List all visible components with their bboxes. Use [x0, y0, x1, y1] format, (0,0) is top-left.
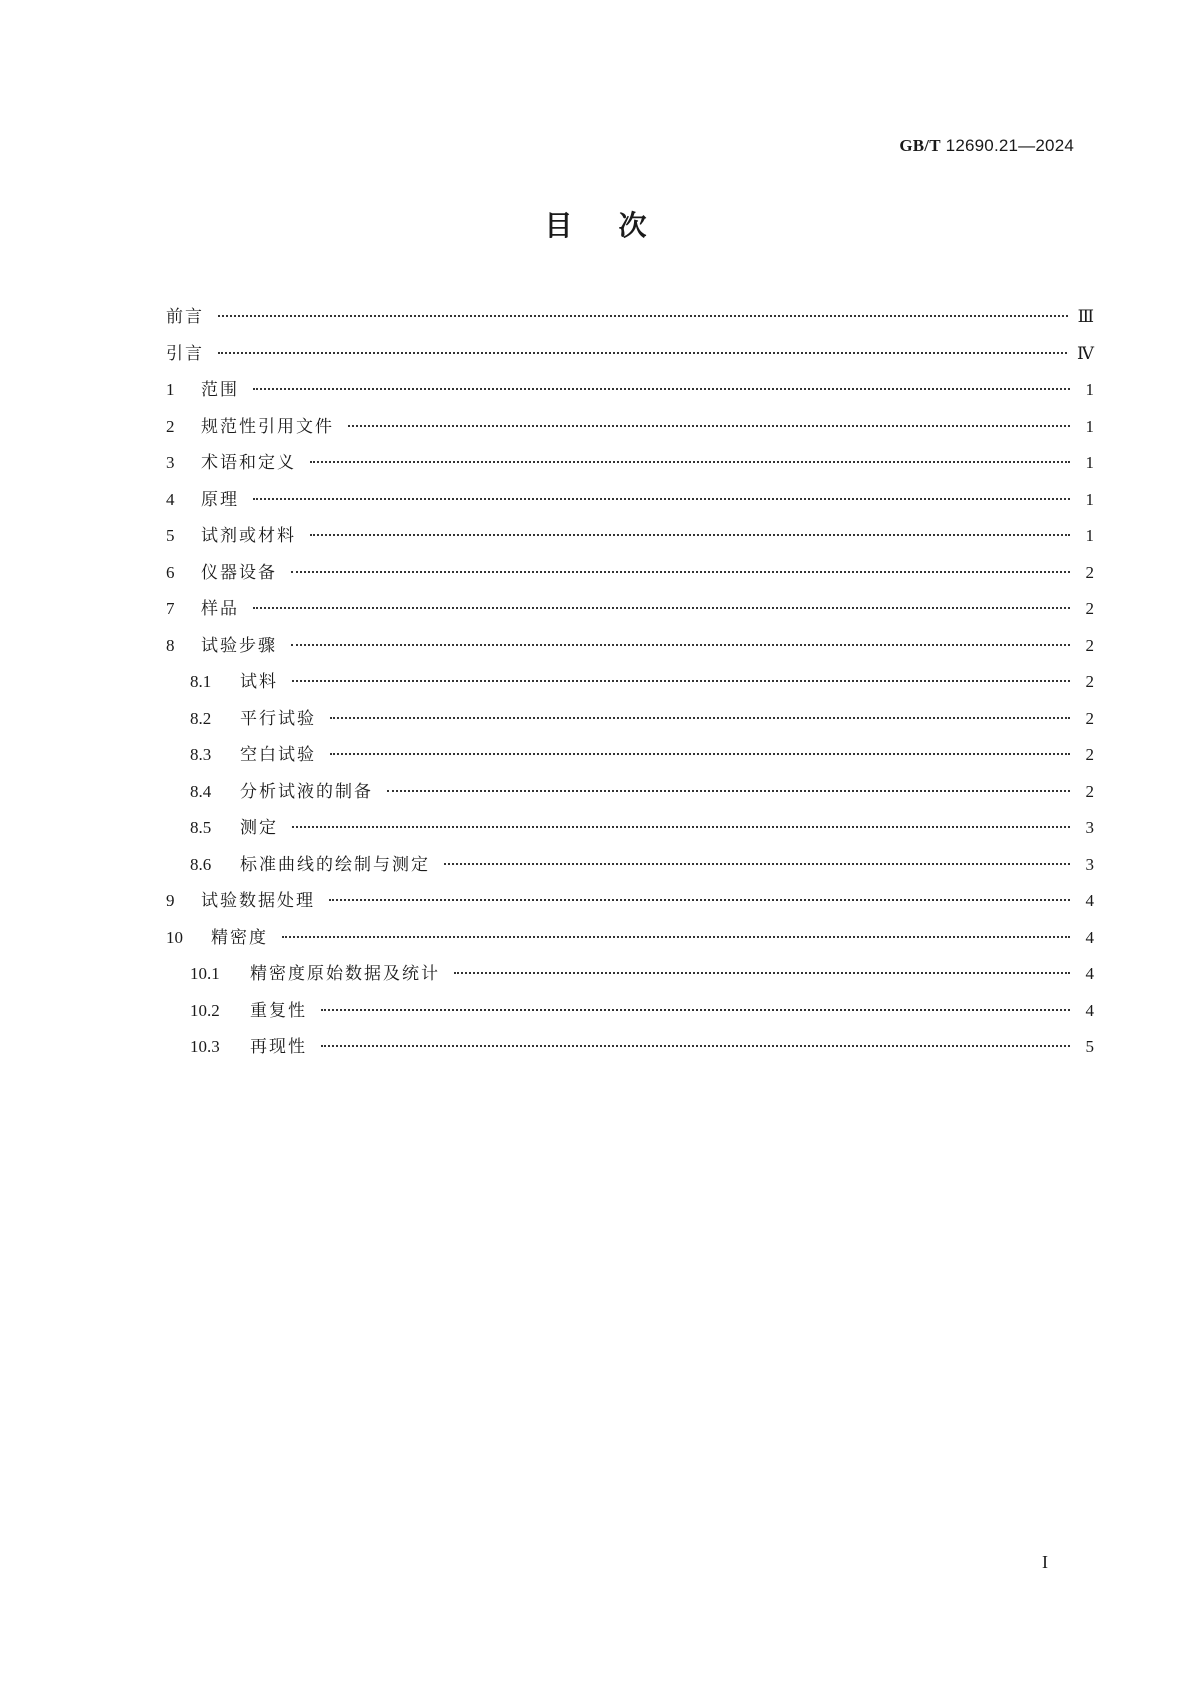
page-title: 目次: [544, 209, 693, 242]
toc-entry-number: 5: [166, 526, 175, 545]
toc-dot-leader: [292, 826, 1070, 828]
toc-entry-page: 1: [1085, 526, 1094, 545]
toc-entry[interactable]: [166, 485, 1094, 522]
toc-entry-number: 10.1: [190, 964, 220, 983]
toc-entry-number: 3: [166, 453, 175, 472]
toc-entry-page: 4: [1085, 1000, 1094, 1020]
toc-dot-leader: [253, 607, 1070, 609]
toc-entry-page: 2: [1085, 745, 1094, 764]
toc-dot-leader: [387, 790, 1070, 792]
toc-entry-page: 2: [1085, 672, 1094, 691]
toc-entry-label: 空白试验: [240, 745, 316, 765]
toc-entry-label: 样品: [201, 599, 239, 619]
toc-entry[interactable]: [166, 667, 1094, 704]
toc-entry[interactable]: [166, 521, 1094, 558]
toc-dot-leader: [444, 863, 1070, 865]
toc-entry[interactable]: [166, 777, 1094, 814]
toc-entry-page: 2: [1085, 708, 1094, 728]
toc-entry-page: 1: [1085, 416, 1094, 436]
toc-entry[interactable]: [166, 1032, 1094, 1069]
toc-entry-number: 10.3: [190, 1037, 220, 1056]
toc-entry-page: 3: [1085, 818, 1094, 837]
toc-entry-number: 8: [166, 635, 175, 655]
toc-entry-label: 试验数据处理: [201, 891, 315, 911]
toc-entry-page: 1: [1085, 489, 1094, 509]
toc-entry-number: 7: [166, 599, 175, 618]
toc-entry-number: 8.6: [190, 854, 212, 874]
toc-entry-label: 平行试验: [240, 708, 316, 729]
toc-entry[interactable]: [166, 375, 1094, 412]
toc-dot-leader: [218, 315, 1068, 317]
toc-dot-leader: [253, 498, 1070, 500]
toc-entry[interactable]: [166, 850, 1094, 887]
toc-entry-number: 8.3: [190, 745, 212, 764]
toc-entry-label: 精密度原始数据及统计: [250, 964, 440, 984]
toc-entry-page: 1: [1085, 453, 1094, 472]
toc-entry-page: Ⅲ: [1077, 307, 1094, 326]
toc-entry-number: 8.4: [190, 781, 212, 801]
toc-entry-page: 2: [1085, 635, 1094, 655]
toc-entry-label: 引言: [166, 343, 204, 364]
toc-dot-leader: [321, 1045, 1070, 1047]
toc-entry-number: 8.1: [190, 672, 212, 691]
toc-dot-leader: [310, 461, 1070, 463]
toc-entry-number: 8.5: [190, 818, 212, 837]
toc-entry[interactable]: [166, 959, 1094, 996]
toc-entry[interactable]: [166, 996, 1094, 1033]
toc-dot-leader: [329, 899, 1070, 901]
standard-code: [899, 136, 1074, 156]
toc-entry-page: 3: [1085, 854, 1094, 874]
toc-entry-page: 5: [1085, 1037, 1094, 1056]
toc-entry-page: 4: [1085, 927, 1094, 947]
toc-entry-page: 4: [1085, 891, 1094, 910]
toc-entry[interactable]: [166, 813, 1094, 850]
toc-entry-page: 4: [1085, 964, 1094, 983]
toc-entry-label: 原理: [201, 489, 239, 510]
toc-dot-leader: [310, 534, 1070, 536]
toc-entry-page: 2: [1085, 599, 1094, 618]
standard-prefix: GB/T: [899, 136, 941, 155]
toc-entry-number: 6: [166, 562, 175, 582]
toc-entry-number: 8.2: [190, 708, 212, 728]
toc-entry-number: 9: [166, 891, 175, 910]
toc-entry[interactable]: [166, 558, 1094, 595]
toc-entry[interactable]: [166, 704, 1094, 741]
toc-entry-label: 精密度: [211, 927, 268, 948]
toc-entry[interactable]: [166, 412, 1094, 449]
page-number: I: [1042, 1552, 1048, 1572]
standard-number: 12690.21—2024: [940, 136, 1074, 155]
toc-entry-page: 2: [1085, 781, 1094, 801]
toc-entry-number: 10.2: [190, 1000, 220, 1020]
toc-dot-leader: [253, 388, 1070, 390]
toc-dot-leader: [282, 936, 1070, 938]
toc-entry-number: 1: [166, 380, 175, 399]
toc-entry-label: 前言: [166, 307, 204, 327]
toc-entry[interactable]: [166, 923, 1094, 960]
toc-dot-leader: [321, 1009, 1070, 1011]
toc-dot-leader: [454, 972, 1070, 974]
toc-entry-label: 试料: [240, 672, 278, 692]
toc-dot-leader: [348, 425, 1070, 427]
toc-entry-page: Ⅳ: [1077, 343, 1094, 363]
toc-entry-page: 1: [1085, 380, 1094, 399]
toc-entry-label: 规范性引用文件: [201, 416, 334, 437]
toc-entry[interactable]: [166, 886, 1094, 923]
toc-entry[interactable]: [166, 302, 1094, 339]
toc-entry-number: 4: [166, 489, 175, 509]
toc-entry-label: 重复性: [250, 1000, 307, 1021]
toc-entry-number: 2: [166, 416, 175, 436]
toc-entry-label: 仪器设备: [201, 562, 277, 583]
table-of-contents: [166, 302, 1094, 1069]
toc-entry[interactable]: [166, 594, 1094, 631]
toc-entry-number: 10: [166, 927, 183, 947]
toc-entry[interactable]: [166, 740, 1094, 777]
toc-entry[interactable]: [166, 448, 1094, 485]
toc-entry-label: 标准曲线的绘制与测定: [240, 854, 430, 875]
toc-entry-label: 再现性: [250, 1037, 307, 1057]
toc-dot-leader: [291, 644, 1070, 646]
toc-entry-label: 测定: [240, 818, 278, 838]
toc-entry-label: 试验步骤: [201, 635, 277, 656]
toc-entry-label: 范围: [201, 380, 239, 400]
toc-entry-label: 分析试液的制备: [240, 781, 373, 802]
toc-entry[interactable]: [166, 631, 1094, 668]
toc-dot-leader: [291, 571, 1070, 573]
toc-dot-leader: [330, 717, 1070, 719]
toc-entry-label: 术语和定义: [201, 453, 296, 473]
toc-entry[interactable]: [166, 339, 1094, 376]
toc-dot-leader: [218, 352, 1067, 354]
toc-entry-page: 2: [1085, 562, 1094, 582]
toc-dot-leader: [292, 680, 1070, 682]
toc-entry-label: 试剂或材料: [201, 526, 296, 546]
toc-dot-leader: [330, 753, 1070, 755]
